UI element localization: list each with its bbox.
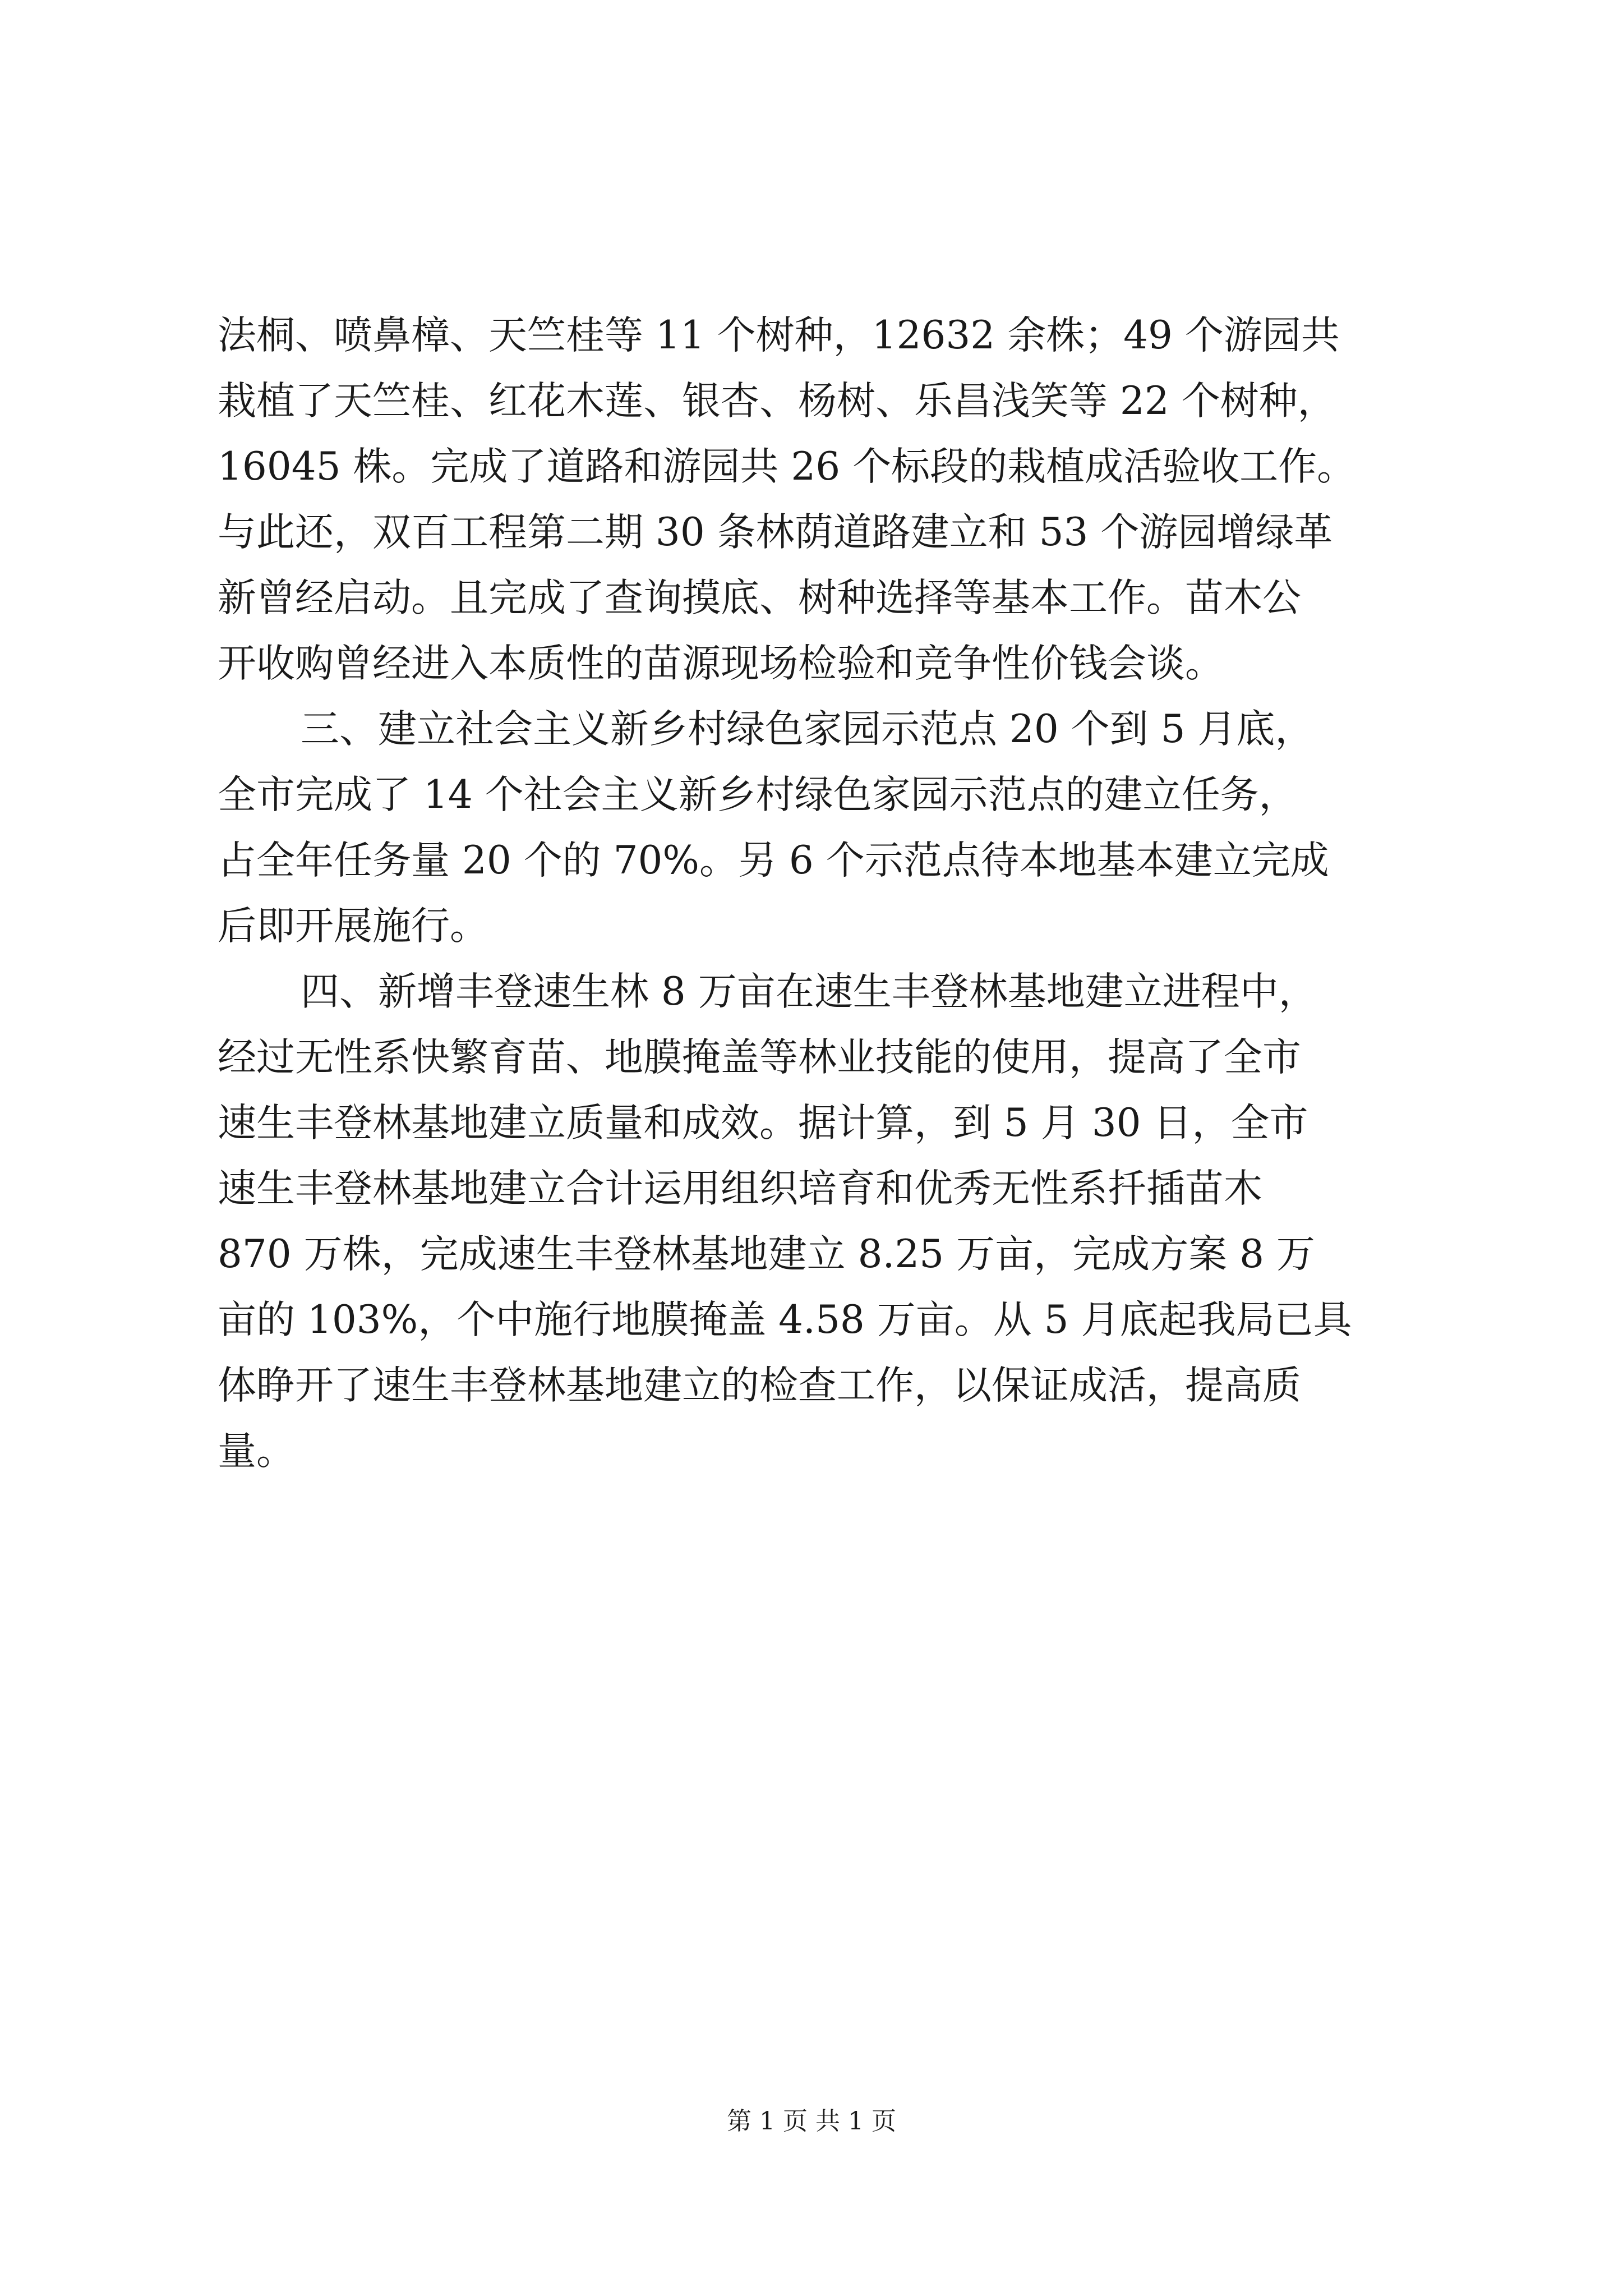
text-line: 与此还，双百工程第二期 30 条林荫道路建立和 53 个游园增绿革 [218,510,1333,555]
text-line: 占全年任务量 20 个的 70%。另 6 个示范点待本地基本建立完成 [218,838,1329,883]
section-heading-line: 四、新增丰登速生林 8 万亩在速生丰登林基地建立进程中， [301,969,1317,1014]
text-line: 亩的 103%，个中施行地膜掩盖 4.58 万亩。从 5 月底起我局已具 [218,1297,1352,1342]
text-line: 法桐、喷鼻樟、天竺桂等 11 个树种，12632 余株；49 个游园共 [218,313,1340,358]
page-footer [0,2101,1623,2137]
text-line: 开收购曾经进入本质性的苗源现场检验和竞争性价钱会谈。 [218,641,1224,686]
text-line: 速生丰登林基地建立合计运用组织培育和优秀无性系扦插苗木 [218,1166,1262,1211]
text-line: 后即开展施行。 [218,904,488,949]
text-line: 870 万株，完成速生丰登林基地建立 8.25 万亩，完成方案 8 万 [218,1232,1315,1277]
text-line: 经过无性系快繁育苗、地膜掩盖等林业技能的使用，提高了全市 [218,1035,1301,1080]
text-line: 16045 株。完成了道路和游园共 26 个标段的栽植成活验收工作。 [218,444,1356,489]
document-body [218,303,1446,1484]
text-line: 全市完成了 14 个社会主义新乡村绿色家园示范点的建立任务， [218,772,1298,817]
text-line: 速生丰登林基地建立质量和成效。据计算，到 5 月 30 日，全市 [218,1101,1308,1145]
page-number-label: 第 1 页 共 1 页 [727,2107,896,2136]
section-heading-line: 三、建立社会主义新乡村绿色家园示范点 20 个到 5 月底， [301,707,1314,752]
text-line: 栽植了天竺桂、红花木莲、银杏、杨树、乐昌浅笑等 22 个树种， [218,379,1336,424]
text-line: 新曾经启动。且完成了查询摸底、树种选择等基本工作。苗木公 [218,576,1301,620]
text-line: 体睁开了速生丰登林基地建立的检查工作，以保证成活，提高质 [218,1363,1301,1408]
text-line: 量。 [218,1429,295,1474]
